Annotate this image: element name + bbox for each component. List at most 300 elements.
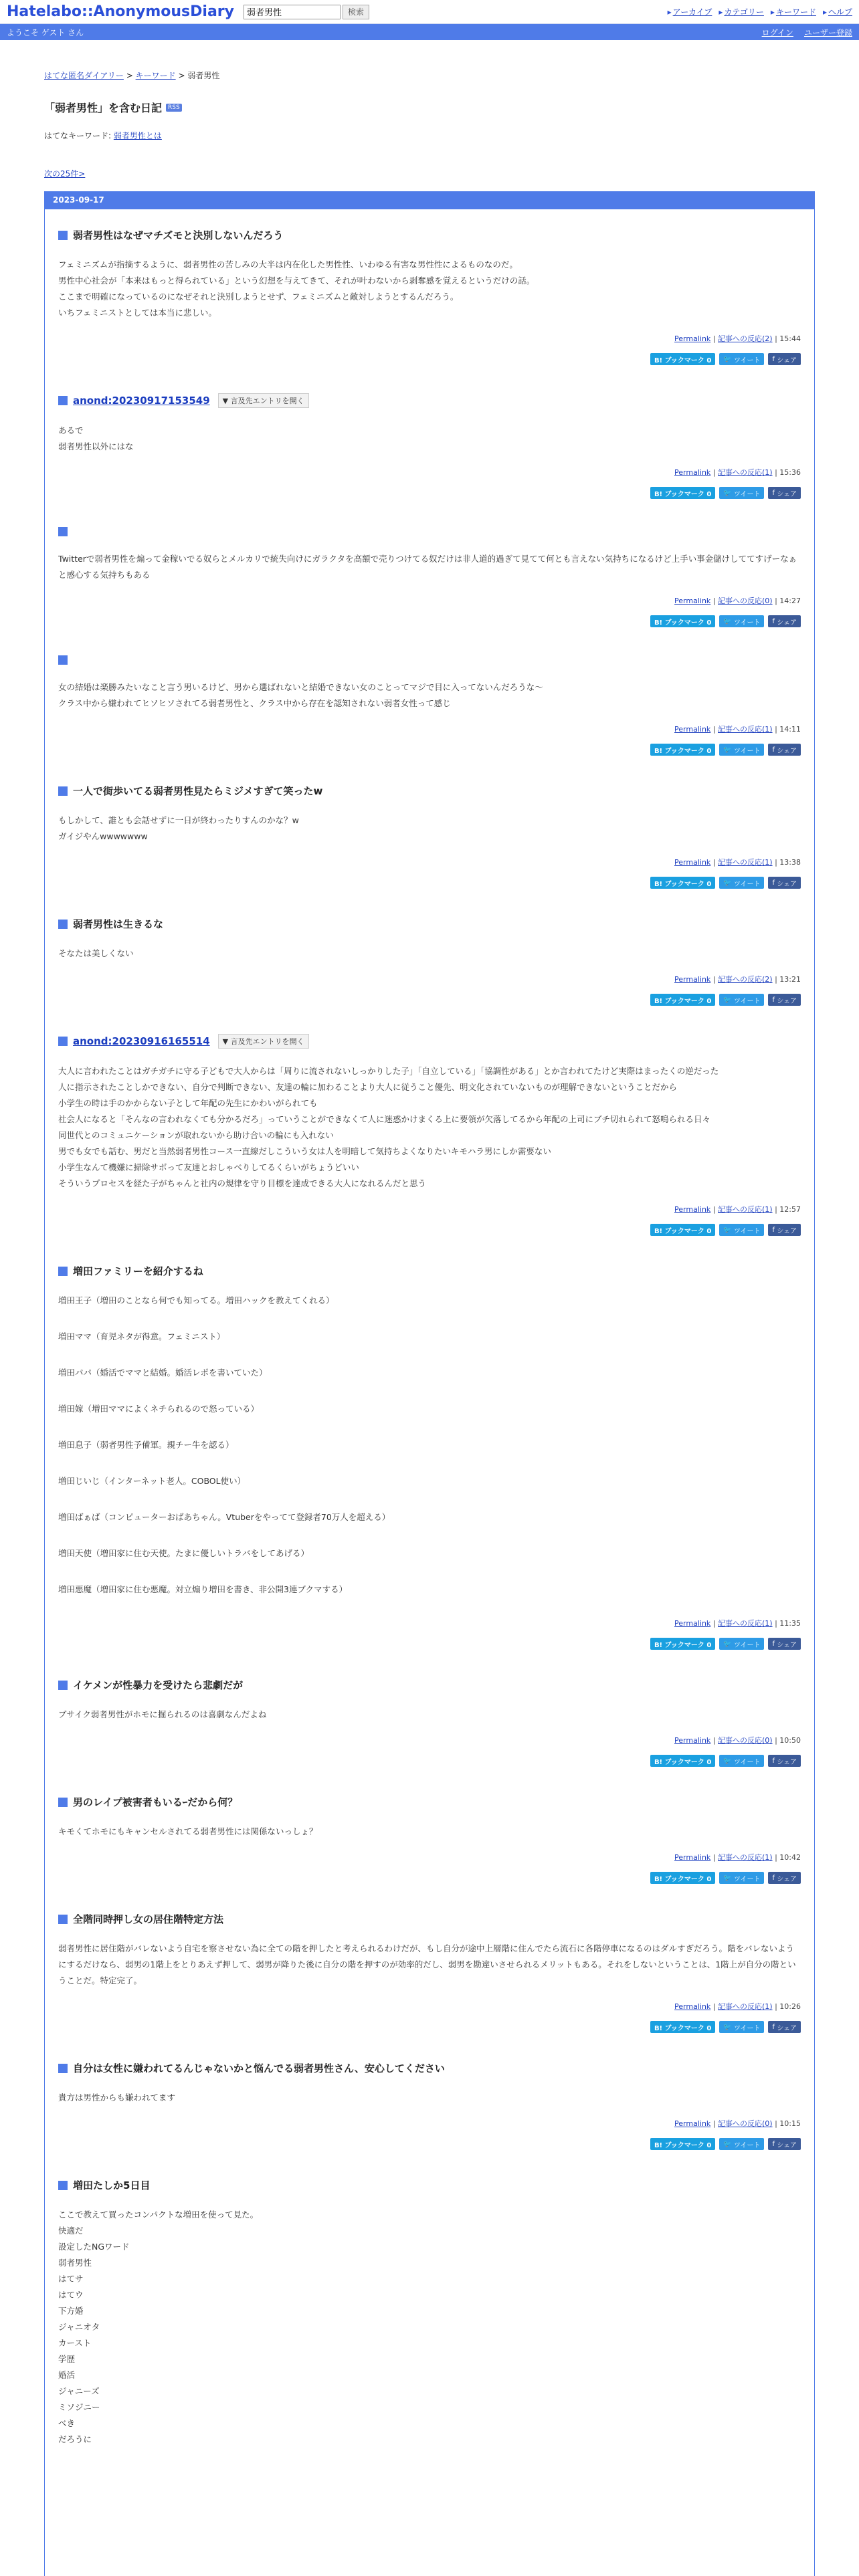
diary-entry	[45, 898, 814, 1015]
entry-meta	[58, 2001, 801, 2012]
entry-body	[58, 257, 801, 321]
tweet-button[interactable]	[719, 2138, 764, 2150]
twitter-bird-icon: 🐦	[723, 1874, 734, 1882]
facebook-icon: f	[772, 489, 777, 497]
entry-list	[45, 209, 814, 2457]
entry-line: だろうに	[58, 2434, 92, 2444]
meta-sep: |	[710, 2002, 718, 2011]
diary-entry	[45, 1245, 814, 1659]
hatena-bookmark-button[interactable]: B! ブックマーク 0	[650, 994, 715, 1006]
hatena-bookmark-button[interactable]: B! ブックマーク 0	[650, 615, 715, 627]
facebook-icon: f	[772, 2140, 777, 2148]
facebook-icon: f	[772, 996, 777, 1004]
facebook-share-button[interactable]	[768, 1224, 801, 1236]
entry-line: Twitterで弱者男性を煽って金稼いでる奴らとメルカリで統失向けにガラクタを高額で売りつけてる奴だけは非人道的過ぎて見てて何とも言えない気持ちになるけど上手い事金儲けしててすげーなぁと感心する気持ちもある	[58, 554, 797, 580]
twitter-bird-icon: 🐦	[723, 489, 734, 497]
permalink-link[interactable]: Permalink	[674, 858, 711, 867]
responses-link[interactable]: 記事への反応(2)	[718, 334, 773, 343]
entry-line: いちフェミニストとしては本当に悲しい。	[58, 308, 217, 318]
top-nav	[668, 6, 852, 17]
meta-sep: |	[710, 725, 718, 734]
entry-square-icon[interactable]	[58, 1037, 68, 1046]
entry-body	[58, 423, 801, 455]
hatena-bookmark-button[interactable]: B! ブックマーク 0	[650, 1224, 715, 1236]
hatena-bookmark-button[interactable]: B! ブックマーク 0	[650, 487, 715, 499]
twitter-bird-icon: 🐦	[723, 1640, 734, 1648]
entry-line: そういうプロセスを経た子がちゃんと社内の規律を守り目標を達成できる大人になれるんだと思う	[58, 1178, 427, 1188]
entry-square-icon[interactable]	[58, 655, 68, 665]
share-buttons	[58, 744, 801, 756]
meta-sep: |	[710, 1853, 718, 1862]
entry-line: 小学生なんて機嫌に掃除サボって友達とおしゃべりしてるくらいがちょうどいい	[58, 1162, 359, 1172]
meta-sep: |	[772, 858, 780, 867]
share-label: シェア	[777, 1758, 797, 1766]
share-buttons	[58, 615, 801, 627]
open-mention-button[interactable]: ▼ 言及先エントリを開く	[218, 393, 309, 408]
responses-link[interactable]: 記事への反応(1)	[718, 1205, 773, 1214]
facebook-icon: f	[772, 746, 777, 754]
entry-line: べき	[58, 2418, 76, 2428]
hatena-bookmark-button[interactable]: B! ブックマーク 0	[650, 2138, 715, 2150]
entry-time: 10:15	[779, 2119, 801, 2128]
rss-icon[interactable]: RSS	[166, 104, 182, 112]
diary-entry	[45, 374, 814, 508]
entry-title-text[interactable]: 弱者男性はなぜマチズモと決別しないんだろう	[73, 229, 284, 241]
share-label: シェア	[777, 1227, 797, 1235]
entry-line: あるで	[58, 425, 84, 435]
entry-title	[58, 1264, 801, 1278]
entry-body	[58, 679, 801, 712]
diary-entry	[45, 209, 814, 374]
entry-time: 10:26	[779, 2002, 801, 2011]
permalink-link[interactable]: Permalink	[674, 1853, 711, 1862]
entry-square-icon[interactable]	[58, 1915, 68, 1924]
diary-entry	[45, 765, 814, 898]
twitter-bird-icon: 🐦	[723, 2140, 734, 2148]
entry-line: ミソジニー	[58, 2402, 100, 2412]
tweet-button[interactable]	[719, 2021, 764, 2033]
breadcrumb-keyword[interactable]: キーワード	[135, 71, 176, 80]
share-buttons	[58, 877, 801, 889]
facebook-share-button[interactable]	[768, 1872, 801, 1884]
meta-sep: |	[772, 597, 780, 605]
entry-line: ジャニオタ	[58, 2322, 100, 2332]
hatena-bookmark-button[interactable]: B! ブックマーク 0	[650, 2021, 715, 2033]
entry-line: 女の結婚は楽勝みたいなこと言う男いるけど、男から選ばれないと結婚できない女のことってマジで目に入ってないんだろうな〜	[58, 682, 543, 692]
hatena-bookmark-button[interactable]: B! ブックマーク 0	[650, 1755, 715, 1767]
register-link[interactable]: ユーザー登録	[803, 27, 852, 37]
facebook-share-button[interactable]	[768, 1755, 801, 1767]
twitter-bird-icon: 🐦	[723, 2023, 734, 2031]
entry-meta	[58, 1735, 801, 1745]
entry-line: クラス中から嫌われてヒソヒソされてる弱者男性と、クラス中から存在を認知されない弱者女性って感じ	[58, 698, 451, 708]
tweet-button[interactable]	[719, 994, 764, 1006]
entry-meta	[58, 974, 801, 984]
entry-line: 男でも女でも話む、男だと当然弱者男性コース一直線だしこういう女は人を明暗して気持ちよくなりたいキモハラ男にしか需要ない	[58, 1146, 551, 1156]
entry-body	[58, 1293, 801, 1598]
twitter-bird-icon: 🐦	[723, 996, 734, 1004]
facebook-share-button[interactable]	[768, 877, 801, 889]
tweet-button[interactable]	[719, 1224, 764, 1236]
tweet-button[interactable]	[719, 877, 764, 889]
entry-line: 弱者男性	[58, 2258, 92, 2268]
entry-square-icon[interactable]	[58, 396, 68, 405]
facebook-share-button[interactable]	[768, 744, 801, 756]
meta-sep: |	[772, 468, 780, 477]
entry-line: 貴方は男性からも嫌われてます	[58, 2092, 176, 2103]
entry-line: はてサ	[58, 2274, 84, 2284]
diary-entry	[45, 1015, 814, 1245]
breadcrumb-current: 弱者男性	[187, 71, 220, 80]
share-label: シェア	[777, 1641, 797, 1649]
entry-title	[58, 1034, 801, 1049]
keyword-link[interactable]: 弱者男性とは	[113, 131, 162, 140]
entry-square-icon[interactable]	[58, 786, 68, 796]
entry-title	[58, 393, 801, 408]
page-title-text: 「弱者男性」を含む日記	[44, 102, 163, 114]
meta-sep: |	[772, 2119, 780, 2128]
entry-title	[58, 1678, 801, 1692]
facebook-icon: f	[772, 1757, 777, 1765]
facebook-share-button[interactable]	[768, 615, 801, 627]
entry-time: 13:38	[779, 858, 801, 867]
tweet-label: ツイート	[733, 1641, 761, 1649]
meta-sep: |	[772, 1853, 780, 1862]
tweet-label: ツイート	[733, 880, 761, 888]
entry-line: ジャニーズ	[58, 2386, 100, 2396]
day-header: 2023-09-17	[45, 192, 814, 209]
entry-square-icon[interactable]	[58, 920, 68, 929]
entry-title	[58, 1912, 801, 1926]
hatena-bookmark-button[interactable]: B! ブックマーク 0	[650, 744, 715, 756]
tweet-label: ツイート	[733, 619, 761, 627]
entry-square-icon[interactable]	[58, 1798, 68, 1807]
entry-time: 12:57	[779, 1205, 801, 1214]
entry-time: 13:21	[779, 975, 801, 984]
entry-body	[58, 946, 801, 962]
next-page-link[interactable]: 次の25件>	[44, 169, 86, 179]
share-buttons	[58, 1224, 801, 1236]
entry-square-icon[interactable]	[58, 2064, 68, 2073]
permalink-link[interactable]: Permalink	[674, 975, 711, 984]
entry-title	[58, 2178, 801, 2192]
share-buttons	[58, 2138, 801, 2150]
entry-title	[58, 1795, 801, 1809]
entry-line: 快適だ	[58, 2226, 84, 2236]
responses-link[interactable]: 記事への反応(1)	[718, 1619, 773, 1628]
entry-title	[58, 527, 801, 536]
entry-time: 15:36	[779, 468, 801, 477]
entry-body	[58, 1824, 801, 1840]
meta-sep: |	[710, 1619, 718, 1628]
entry-meta	[58, 1618, 801, 1628]
tweet-label: ツイート	[733, 997, 761, 1005]
entry-meta	[58, 1852, 801, 1862]
share-label: シェア	[777, 997, 797, 1005]
entry-body	[58, 2207, 801, 2448]
facebook-icon: f	[772, 355, 777, 363]
day-section	[44, 191, 815, 2576]
responses-link[interactable]: 記事への反応(2)	[718, 975, 773, 984]
meta-sep: |	[710, 858, 718, 867]
breadcrumb	[44, 70, 815, 81]
diary-entry	[45, 1776, 814, 1893]
share-label: シェア	[777, 1875, 797, 1883]
entry-title-text[interactable]: イケメンが性暴力を受けたら悲劇だが	[73, 1679, 244, 1691]
tweet-label: ツイート	[733, 356, 761, 364]
entry-meta	[58, 857, 801, 867]
facebook-share-button[interactable]	[768, 1638, 801, 1650]
share-label: シェア	[777, 2024, 797, 2032]
entry-body	[58, 1941, 801, 1989]
entry-meta	[58, 724, 801, 734]
meta-sep: |	[710, 1205, 718, 1214]
breadcrumb-sep: >	[123, 71, 136, 80]
meta-sep: |	[772, 334, 780, 343]
open-mention-button[interactable]: ▼ 言及先エントリを開く	[218, 1034, 309, 1049]
entry-square-icon[interactable]	[58, 1267, 68, 1276]
entry-line: 増田嫁（増田ママによくネチられるので怒っている）	[58, 1404, 260, 1414]
tweet-button[interactable]	[719, 744, 764, 756]
entry-body	[58, 1063, 801, 1192]
nav-archive[interactable]: ▸ アーカイブ	[668, 6, 712, 17]
responses-link[interactable]: 記事への反応(1)	[718, 1853, 773, 1862]
responses-link[interactable]: 記事への反応(1)	[718, 858, 773, 867]
permalink-link[interactable]: Permalink	[674, 2002, 711, 2011]
entry-line: 人に指示されたことしかできない、自分で判断できない、友達の輪に加わることより大人に従うこと優先、明文化されていないものが理解できないということだから	[58, 1082, 678, 1092]
tweet-button[interactable]	[719, 1638, 764, 1650]
main-content	[0, 70, 859, 2576]
share-buttons	[58, 1638, 801, 1650]
nav-help[interactable]: ▸ ヘルプ	[823, 6, 852, 17]
entry-line: 学歴	[58, 2354, 76, 2364]
responses-link[interactable]: 記事への反応(1)	[718, 468, 773, 477]
share-buttons	[58, 1755, 801, 1767]
permalink-link[interactable]: Permalink	[674, 2119, 711, 2128]
meta-sep: |	[710, 468, 718, 477]
hatena-bookmark-button[interactable]: B! ブックマーク 0	[650, 1638, 715, 1650]
entry-body	[58, 551, 801, 583]
facebook-share-button[interactable]	[768, 2138, 801, 2150]
entry-line: 婚活	[58, 2370, 76, 2380]
facebook-share-button[interactable]	[768, 2021, 801, 2033]
hatena-bookmark-button[interactable]: B! ブックマーク 0	[650, 877, 715, 889]
entry-line: 社会人になると「そんなの言われなくても分かるだろ」っていうことができなくて人に迷惑かけまくる上に要領が欠落してるから年配の上司にブチ切れられて怒鳴られる日々	[58, 1114, 711, 1124]
entry-body	[58, 2090, 801, 2106]
entry-title	[58, 655, 801, 665]
facebook-icon: f	[772, 1640, 777, 1648]
entry-line: 大人に言われたことはガチガチに守る子どもで大人からは「周りに流されないしっかりした子」「自立している」「協調性がある」とか言われてたけど実際はまったくの逆だった	[58, 1066, 719, 1076]
breadcrumb-root[interactable]: はてな匿名ダイアリー	[44, 71, 124, 80]
responses-link[interactable]: 記事への反応(0)	[718, 2119, 773, 2128]
share-label: シェア	[777, 356, 797, 364]
keyword-label: はてなキーワード:	[44, 131, 114, 140]
twitter-bird-icon: 🐦	[723, 1757, 734, 1765]
twitter-bird-icon: 🐦	[723, 617, 734, 625]
permalink-link[interactable]: Permalink	[674, 1736, 711, 1745]
tweet-label: ツイート	[733, 1227, 761, 1235]
twitter-bird-icon: 🐦	[723, 355, 734, 363]
entry-line: 男性中心社会が「本来はもっと得られている」という幻想を与えてきて、それが叶わないから剥奪感を覚えるというだけの話。	[58, 276, 535, 286]
entry-title-text[interactable]: 一人で街歩いてる弱者男性見たらミジメすぎて笑ったw	[73, 785, 323, 797]
permalink-link[interactable]: Permalink	[674, 725, 711, 734]
tweet-button[interactable]	[719, 353, 764, 365]
entry-title-text[interactable]: 弱者男性は生きるな	[73, 918, 164, 930]
entry-line: 増田王子（増田のことなら何でも知ってる。増田ハックを教えてくれる）	[58, 1295, 335, 1305]
entry-line: 小学生の時は手のかからない子として年配の先生にかわいがられても	[58, 1098, 318, 1108]
entry-title-link[interactable]: anond:20230917153549	[73, 395, 210, 407]
permalink-link[interactable]: Permalink	[674, 468, 711, 477]
entry-square-icon[interactable]	[58, 2181, 68, 2190]
entry-line: ガイジやんwwwwwww	[58, 831, 148, 841]
welcome-text: ようこそ ゲスト さん	[7, 27, 84, 37]
entry-line: ブサイク弱者男性がホモに掘られるのは喜劇なんだよね	[58, 1709, 267, 1719]
entry-body	[58, 813, 801, 845]
responses-link[interactable]: 記事への反応(1)	[718, 2002, 773, 2011]
facebook-share-button[interactable]	[768, 487, 801, 499]
facebook-share-button[interactable]	[768, 994, 801, 1006]
permalink-link[interactable]: Permalink	[674, 334, 711, 343]
page-title	[44, 100, 815, 115]
diary-entry	[45, 2159, 814, 2457]
hatena-bookmark-button[interactable]: B! ブックマーク 0	[650, 353, 715, 365]
entry-title-text[interactable]: 増田ファミリーを紹介するね	[73, 1265, 203, 1277]
keyword-line	[44, 130, 815, 141]
entry-title-text[interactable]: 全階同時押し女の居住階特定方法	[73, 1913, 224, 1925]
entry-title	[58, 784, 801, 798]
entry-line: ここまで明確になっているのになぜそれと決別しようとせず、フェミニズムと敵対しようとするんだろう。	[58, 292, 459, 302]
entry-line: 増田天使（増田家に住む天使。たまに優しいトラバをしてあげる）	[58, 1548, 310, 1558]
entry-line: そなたは美しくない	[58, 948, 134, 958]
responses-link[interactable]: 記事への反応(1)	[718, 725, 773, 734]
meta-sep: |	[710, 334, 718, 343]
entry-time: 10:42	[779, 1853, 801, 1862]
meta-sep: |	[772, 2002, 780, 2011]
facebook-icon: f	[772, 1874, 777, 1882]
welcome-bar	[0, 24, 859, 40]
entry-line: 設定したNGワード	[58, 2242, 130, 2252]
entry-title-text[interactable]: 男のレイプ被害者もいるｰだから何？	[73, 1796, 238, 1808]
top-bar	[0, 0, 859, 24]
meta-sep: |	[710, 1736, 718, 1745]
permalink-link[interactable]: Permalink	[674, 1619, 711, 1628]
tweet-label: ツイート	[733, 2141, 761, 2149]
facebook-icon: f	[772, 617, 777, 625]
diary-entry	[45, 508, 814, 637]
meta-sep: |	[772, 1205, 780, 1214]
entry-line: はてウ	[58, 2290, 84, 2300]
entry-line: フェミニズムが指摘するように、弱者男性の苦しみの大半は内在化した男性性、いわゆる有害な男性性によるものなのだ。	[58, 259, 518, 270]
entry-line: 弱者男性に居住階がバレないよう自宅を察させない為に全ての階を押したと考えられるわけだが、もし自分が途中上層階に住んでたら流石に各階停車になるのはダルすぎだろう。階をバレないようにするだけなら、弱男の1階上をとりあえず押して、弱男が降りた後に自分の階を押すのが効率的だし、弱男を勘違いさせられるメリットもある。それをしないということは、1階上が自分の階ということだ。特定完了。	[58, 1943, 796, 1985]
entry-time: 10:50	[779, 1736, 801, 1745]
diary-entry	[45, 637, 814, 765]
meta-sep: |	[772, 975, 780, 984]
entry-line: キモくてホモにもキャンセルされてる弱者男性には関係ないっしょ？	[58, 1826, 318, 1836]
breadcrumb-sep: >	[175, 71, 188, 80]
entry-square-icon[interactable]	[58, 231, 68, 240]
responses-link[interactable]: 記事への反応(0)	[718, 1736, 773, 1745]
entry-line: 増田パパ（婚活でママと結婚。婚活レポを書いていた）	[58, 1368, 268, 1378]
entry-title-text[interactable]: 増田たしか5日目	[73, 2179, 151, 2191]
entry-time: 15:44	[779, 334, 801, 343]
meta-sep: |	[710, 2119, 718, 2128]
entry-line: もしかして、誰とも会話せずに一日が終わったりすんのかな？w	[58, 815, 299, 825]
entry-line: 増田息子（弱者男性予備軍。親チー牛を認る）	[58, 1440, 234, 1450]
entry-body	[58, 1707, 801, 1723]
facebook-share-button[interactable]	[768, 353, 801, 365]
entry-title	[58, 917, 801, 931]
twitter-bird-icon: 🐦	[723, 746, 734, 754]
nav-keyword[interactable]: ▸ キーワード	[771, 6, 816, 17]
facebook-icon: f	[772, 1226, 777, 1234]
entry-square-icon[interactable]	[58, 527, 68, 536]
entry-line: 増田ママ（育児ネタが得意。フェミニスト）	[58, 1331, 225, 1341]
entry-time: 14:11	[779, 725, 801, 734]
entry-square-icon[interactable]	[58, 1681, 68, 1690]
diary-entry	[45, 1893, 814, 2042]
entry-line: カースト	[58, 2338, 92, 2348]
tweet-button[interactable]	[719, 615, 764, 627]
entry-meta	[58, 2118, 801, 2129]
meta-sep: |	[710, 597, 718, 605]
share-label: シェア	[777, 880, 797, 888]
tweet-label: ツイート	[733, 1758, 761, 1766]
meta-sep: |	[772, 725, 780, 734]
meta-sep: |	[710, 975, 718, 984]
site-logo[interactable]: Hatelabo::AnonymousDiary	[7, 3, 234, 20]
tweet-button[interactable]	[719, 487, 764, 499]
entry-line: 同世代とのコミュニケーションが取れないから助け合いの輪にも入れない	[58, 1130, 334, 1140]
share-buttons	[58, 2021, 801, 2033]
facebook-icon: f	[772, 879, 777, 887]
meta-sep: |	[772, 1736, 780, 1745]
share-buttons	[58, 994, 801, 1006]
entry-title	[58, 228, 801, 242]
tweet-label: ツイート	[733, 1875, 761, 1883]
entry-line: ここで教えて買ったコンパクトな増田を使って見た。	[58, 2210, 259, 2220]
twitter-bird-icon: 🐦	[723, 1226, 734, 1234]
tweet-button[interactable]	[719, 1872, 764, 1884]
entry-title	[58, 2061, 801, 2075]
facebook-icon: f	[772, 2023, 777, 2031]
search-button[interactable]: 検索	[343, 5, 369, 19]
diary-entry	[45, 2042, 814, 2159]
entry-line: 下方婚	[58, 2306, 84, 2316]
tweet-button[interactable]	[719, 1755, 764, 1767]
tweet-label: ツイート	[733, 2024, 761, 2032]
permalink-link[interactable]: Permalink	[674, 597, 711, 605]
tweet-label: ツイート	[733, 747, 761, 755]
diary-entry	[45, 1659, 814, 1776]
meta-sep: |	[772, 1619, 780, 1628]
entry-line: 増田悪魔（増田家に住む悪魔。対立煽り増田を書き、非公開3連ブクマする）	[58, 1584, 348, 1594]
share-buttons	[58, 353, 801, 365]
login-link[interactable]: ログイン	[761, 27, 793, 37]
nav-category[interactable]: ▸ カテゴリー	[719, 6, 764, 17]
responses-link[interactable]: 記事への反応(0)	[718, 597, 773, 605]
share-buttons	[58, 487, 801, 499]
entry-time: 14:27	[779, 597, 801, 605]
share-label: シェア	[777, 619, 797, 627]
hatena-bookmark-button[interactable]: B! ブックマーク 0	[650, 1872, 715, 1884]
share-label: シェア	[777, 490, 797, 498]
entry-title-link[interactable]: anond:20230916165514	[73, 1035, 210, 1047]
permalink-link[interactable]: Permalink	[674, 1205, 711, 1214]
entry-title-text[interactable]: 自分は女性に嫌われてるんじゃないかと悩んでる弱者男性さん、安心してください	[73, 2062, 445, 2074]
search-input[interactable]	[244, 5, 341, 19]
entry-line: 弱者男性以外にはな	[58, 441, 134, 451]
entry-line: 増田じいじ（インターネット老人。COBOL使い）	[58, 1476, 246, 1486]
